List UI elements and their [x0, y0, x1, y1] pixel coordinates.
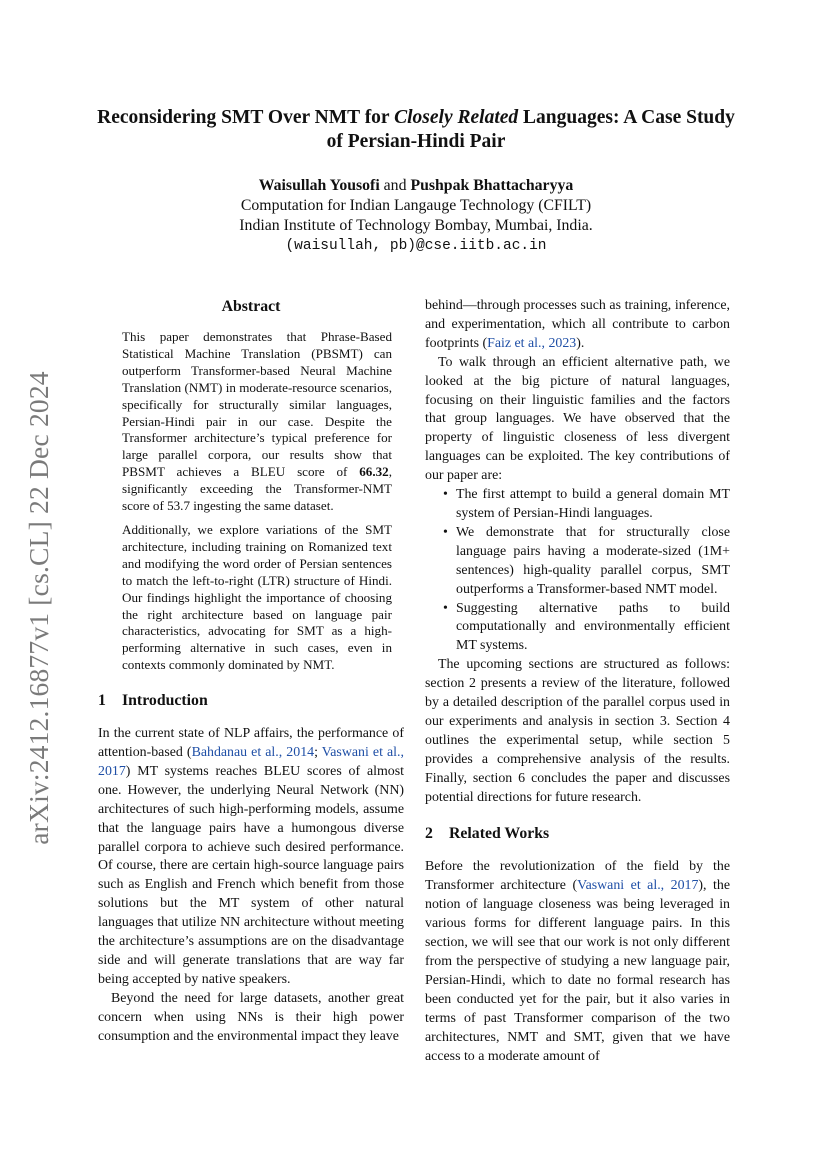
section-heading-related-works: 2 Related Works	[425, 825, 550, 843]
list-item: • The first attempt to build a general domain MT system of Persian-Hindi languages.	[456, 486, 730, 524]
paragraph: To walk through an efficient alternative path, we looked at the big picture of natural languages, focusing on their linguistic families and the factors that group languages. We have observed that the property of linguistic closeness of less divergent languages can be exploited. The key contributions of our paper are:	[425, 354, 730, 484]
right-column	[425, 297, 730, 1066]
abstract-heading: Abstract	[221, 298, 281, 315]
left-column	[98, 297, 404, 1047]
abstract-body	[98, 329, 404, 674]
paragraph: behind—through processes such as training, inference, and experimentation, which all contribute to carbon footprints (Faiz et al., 2023).	[425, 298, 730, 351]
paragraph: Beyond the need for large datasets, another great concern when using NNs is their high power consumption and the environmental impact they leave	[98, 990, 404, 1044]
abstract-paragraph: This paper demonstrates that Phrase-Based Statistical Machine Translation (PBSMT) can outperform Transformer-based Neural Machine Translation (NMT) in moderate-resource scenarios, specifically for structurally similar languages, Persian-Hindi pair in our case. Despite the Transformer architecture’s typical preference for large parallel corpora, our results show that PBSMT achieves a BLEU score of 66.32, significantly exceeding the Transformer-NMT score of 53.7 ingesting the same dataset.	[122, 329, 392, 514]
paragraph: The upcoming sections are structured as follows: section 2 presents a review of the literature, followed by a detailed description of the parallel corpus used in our experiments and analysis in section 3. Section 4 outlines the experimental setup, while section 5 provides a comprehensive analysis of the results. Finally, section 6 concludes the paper and discusses potential directions for future research.	[425, 657, 730, 805]
author-name: Waisullah Yousofi	[258, 177, 380, 194]
introduction-body	[98, 725, 404, 1046]
author-email: (waisullah, pb)@cse.iitb.ac.in	[285, 238, 547, 254]
citation-link[interactable]: Bahdanau et al., 2014	[191, 745, 315, 761]
paragraph: In the current state of NLP affairs, the performance of attention-based (Bahdanau et al., 2014; Vaswani et al., 2017) MT systems reaches BLEU scores of almost one. However, the underlying Neural Network (NN) architectures of such high-performing models, assume that the language pairs have a humongous diverse parallel corpora to achieve such desired performance. Of course, there are certain high-source language pairs such as English and French which benefit from those solutions but the MT system of other natural languages that utilize NN architecture without meeting the architecture’s assumptions are on the disadvantage side and will generate translations that are way far being accepted by native speakers.	[98, 726, 404, 987]
list-item: • We demonstrate that for structurally close language pairs having a moderate-sized (1M+ sentences) high-quality parallel corpus, SMT outperforms a Transformer-based NMT model.	[456, 524, 730, 600]
paragraph: Before the revolutionization of the field by the Transformer architecture (Vaswani et al., 2017), the notion of language closeness was being leveraged in various forms for different language pairs. In this section, we will see that our work is not only different from the perspective of studying a new language pair, Persian-Hindi, which to date no formal research has been conducted yet for the pair, but it also varies in terms of past Transformer comparison of the two architectures, NMT and SMT, given that we have access to a moderate amount of	[425, 859, 730, 1064]
citation-link[interactable]: Vaswani et al., 2017	[577, 878, 699, 894]
list-item: • Suggesting alternative paths to build computationally and environmentally efficient MT systems.	[456, 600, 730, 657]
author-block	[90, 176, 742, 256]
contributions-list	[425, 486, 730, 656]
affiliation: Indian Institute of Technology Bombay, Mumbai, India.	[239, 217, 593, 234]
paper-title: Reconsidering SMT Over NMT for Closely Related Languages: A Case Study of Persian-Hindi Pair	[97, 107, 735, 152]
introduction-body-continued	[425, 297, 730, 807]
author-name: Pushpak Bhattacharyya	[410, 177, 574, 194]
arxiv-sidebar-stamp	[22, 363, 56, 853]
affiliation: Computation for Indian Langauge Technology (CFILT)	[240, 197, 592, 214]
section-heading-introduction: 1 Introduction	[98, 692, 208, 710]
abstract-paragraph: Additionally, we explore variations of the SMT architecture, including training on Romanized text and modifying the word order of Persian sentences to match the left-to-right (LTR) structure of Hindi. Our findings highlight the importance of choosing the right architecture based on language pair characteristics, advocating for SMT as a high-performing alternative in such cases, even in contexts commonly dominated by NMT.	[122, 521, 392, 673]
author-names: Waisullah Yousofi and Pushpak Bhattacharyya	[258, 177, 574, 194]
citation-link[interactable]: Vaswani et al., 2017	[98, 745, 404, 779]
citation-link[interactable]: Faiz et al., 2023	[487, 335, 577, 351]
arxiv-identifier: arXiv:2412.16877v1 [cs.CL] 22 Dec 2024	[23, 371, 54, 845]
related-works-body	[425, 858, 730, 1066]
